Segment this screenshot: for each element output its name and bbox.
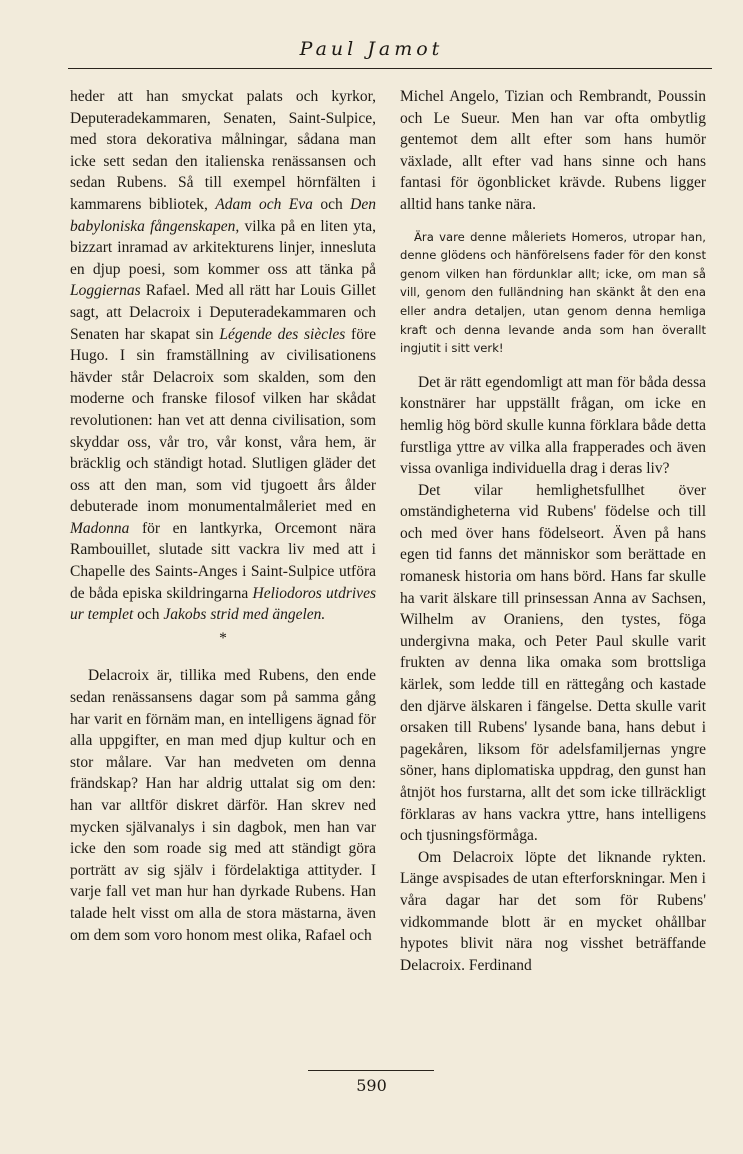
right-paragraph-3: Det vilar hemlighetsfullhet över omständigheterna vid Rubens' födelse och till och med över hans födelseort. Även på hans egen tid fanns det människor som berättade en romanesk historia om hans börd. Hans far skulle ha varit älskare till prinsessan Anna av Sachsen, Wilhelm av Oraniens, den tystes, föga undergivna maka, och Peter Paul skulle varit frukten av denna lika omaka som brottsliga kärlek, som ledde till en rättegång och kastade den djärve älskaren i fängelse. Detta skulle varit orsaken till Rubens' lysande bana, hans debut i pagekåren, liksom för adelsfamiljernas yngre söner, hans diplomatiska uppdrag, den gunst han åtnjöt hos furstarna, allt det som icke tillräckligt förklaras av hans vackra yttre, hans intelligens och tjusningsförmåga.: [400, 481, 706, 845]
page-number: 590: [356, 1076, 387, 1095]
right-paragraph-1: Michel Angelo, Tizian och Rembrandt, Poussin och Le Sueur. Men han var ofta ombytlig gentemot dem allt efter som hans humör växlade, allt efter vad hans sinne och hans fantasi för ögonblicket krävde. Rubens ligger alltid hans tanke nära.: [400, 88, 706, 213]
header-rule: [68, 68, 712, 69]
running-header: Paul Jamot: [299, 38, 444, 60]
left-column: [70, 86, 376, 946]
right-paragraph-4: Om Delacroix löpte det liknande rykten. Länge avspisades de utan efterforskningar. Men i våra dagar har det som för Rubens' vidkommande blott är en mycket ohållbar hypotes blivit nära nog visshet beträffande Delacroix. Ferdinand: [400, 848, 706, 974]
right-paragraph-2: Det är rätt egendomligt att man för båda dessa konstnärer har uppställt frågan, om icke en hemlig hög börd skulle kunna förklara både detta furstliga yttre av vilka alla frapperades och även vissa ovanliga individuella drag i deras liv?: [400, 373, 706, 478]
left-paragraph-1: heder att han smyckat palats och kyrkor, Deputeradekammaren, Senaten, Saint-Sulpice, med stora dekorativa målningar, sådana man icke sett sedan den italienska renässansen och sedan Rubens. Så till exempel hörnfälten i kammarens bibliotek, Adam och Eva och Den babyloniska fångenskapen, vilka på en liten yta, bizzart inramad av arkitekturens linjer, innesluta en djup poesi, som kommer oss att tänka på Loggiernas Rafael. Med all rätt har Louis Gillet sagt, att Delacroix i Deputeradekammaren och Senaten har skapat sin Légende des siècles före Hugo. I sin framställning av civilisationens hävder står Delacroix som skalden, som den moderne och franske filosof vilken har skådat revolutionen: han vet att denna civilisation, som skyddar oss, vår tro, vår konst, våra hem, är bräcklig och ständigt hotad. Slutligen gläder det oss att den man, som vid tjugoett års ålder debuterade inom monumentalmåleriet med en Madonna för en lantkyrka, Orcemont nära Rambouillet, slutade sitt vackra liv med att i Chapelle des Saints-Anges i Saint-Sulpice utföra de båda episka skildringarna Heliodoros utdrives ur templet och Jakobs strid med ängelen.: [70, 88, 376, 624]
section-asterisk: *: [219, 629, 227, 647]
block-quote: Ära vare denne måleriets Homeros, utropar han, denne glödens och hänförelsens fader för den konst genom vilken han fördunklar allt; icke, om man så vill, genom den fulländning han skänkt åt den ena eller andra detaljen, utan genom denna hemliga kraft och denna levande anda som han överallt ingjutit i sitt verk!: [400, 229, 706, 356]
left-paragraph-2: Delacroix är, tillika med Rubens, den ende sedan renässansens dagar som på samma gång har varit en förnäm man, en intelligens ägnad för alla uppgifter, en man med djup kultur och en stor målare. Var han medveten om denna frändskap? Han har aldrig uttalat sig om den: han var alltför diskret därför. Han skrev ned mycken självanalys i sin dagbok, men han var icke den som roade sig med att ständigt göra porträtt av sig själv i fördelaktiga attityder. I varje fall vet man hur han dyrkade Rubens. Han talade helt visst om alla de stora mästarna, även om dem som voro honom mest olika, Rafael och: [70, 667, 376, 944]
right-column: [400, 86, 706, 976]
footer-rule: [308, 1070, 434, 1071]
